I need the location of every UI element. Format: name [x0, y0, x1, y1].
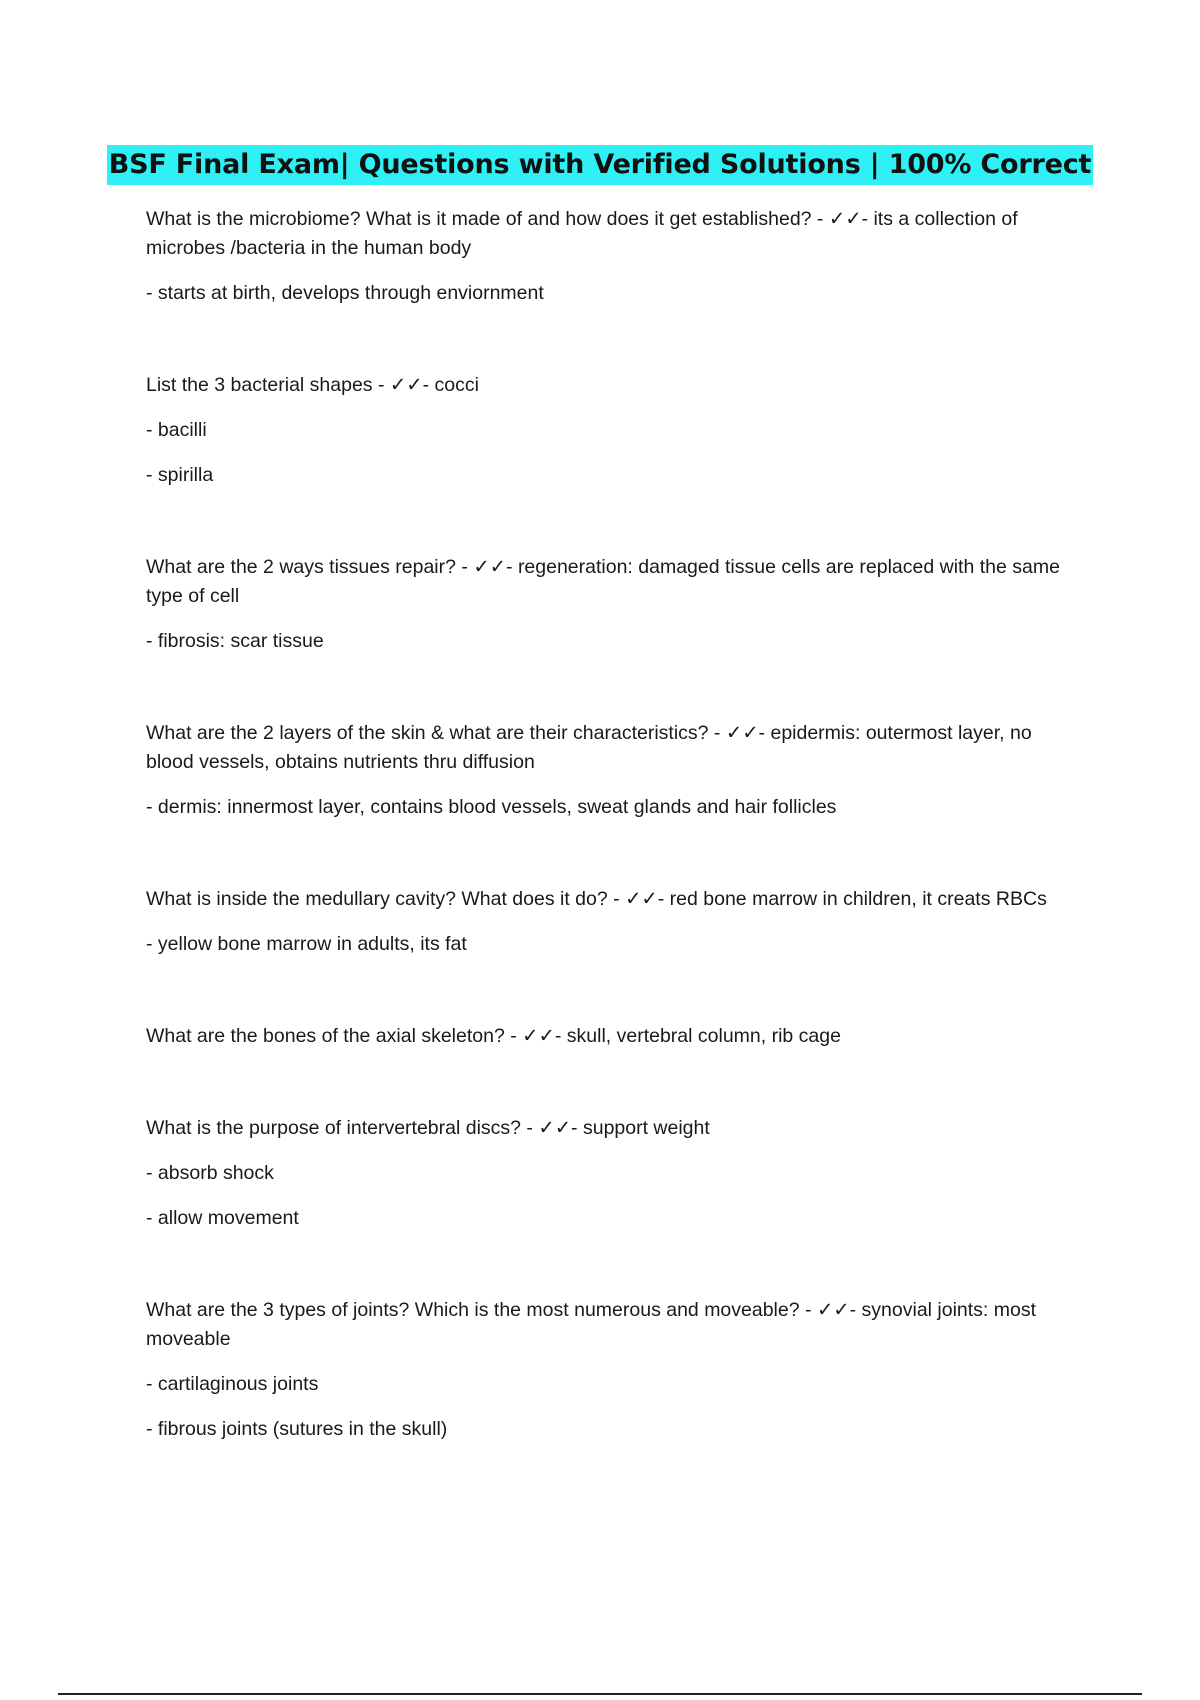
check-marks: ✓✓: [538, 1116, 572, 1139]
qa-line: What are the 2 ways tissues repair? - ✓✓- regeneration: damaged tissue cells are replaced with the same type of cell: [146, 555, 1060, 607]
check-marks: ✓✓: [625, 887, 658, 910]
question-text: What are the 2 ways tissues repair?: [146, 556, 456, 578]
question-text: What are the 3 types of joints? Which is the most numerous and moveable?: [146, 1299, 800, 1321]
question-text: What are the 2 layers of the skin & what are their characteristics?: [146, 722, 709, 744]
question-text: What are the bones of the axial skeleton?: [146, 1025, 505, 1047]
question-text: What is the purpose of intervertebral discs?: [146, 1117, 522, 1139]
answer-text: red bone marrow in children, it creats RBCs: [669, 888, 1047, 910]
qa-item: [146, 884, 1062, 959]
qa-item: [146, 204, 1062, 308]
answer-line: - bacilli: [146, 419, 207, 441]
answer-line: - fibrous joints (sutures in the skull): [146, 1418, 448, 1440]
qa-line: What is inside the medullary cavity? What does it do? - ✓✓- red bone marrow in children, it creats RBCs: [146, 887, 1047, 910]
answer-text: support weight: [582, 1117, 710, 1139]
qa-line: What is the microbiome? What is it made of and how does it get established? - ✓✓- its a collection of microbes /bacteria in the human body: [146, 207, 1018, 259]
answer-text: regeneration: damaged tissue cells are replaced with the same type of cell: [146, 556, 1060, 607]
answer-line: - fibrosis: scar tissue: [146, 630, 324, 652]
qa-line: What are the 2 layers of the skin & what are their characteristics? - ✓✓- epidermis: outermost layer, no blood vessels, obtains nutrients thru diffusion: [146, 721, 1032, 773]
qa-list: [146, 204, 1062, 1506]
answer-text: its a collection of microbes /bacteria in the human body: [146, 208, 1018, 259]
answer-line: - spirilla: [146, 464, 214, 486]
qa-item: [146, 718, 1062, 822]
qa-item: [146, 1295, 1062, 1444]
question-text: What is the microbiome? What is it made of and how does it get established?: [146, 208, 812, 230]
answer-text: epidermis: outermost layer, no blood vessels, obtains nutrients thru diffusion: [146, 722, 1032, 773]
qa-line: What is the purpose of intervertebral discs? - ✓✓- support weight: [146, 1116, 710, 1139]
qa-line: What are the 3 types of joints? Which is the most numerous and moveable? - ✓✓- synovial joints: most moveable: [146, 1298, 1037, 1350]
answer-line: - cartilaginous joints: [146, 1373, 319, 1395]
check-marks: ✓✓: [725, 721, 759, 744]
footer-divider: [58, 1693, 1142, 1695]
question-text: What is inside the medullary cavity? What does it do?: [146, 888, 608, 910]
document-title: BSF Final Exam| Questions with Verified Solutions | 100% Correct: [107, 145, 1094, 185]
qa-item: [146, 552, 1062, 656]
check-marks: ✓✓: [816, 1298, 850, 1321]
qa-item: [146, 1113, 1062, 1233]
answer-line: - allow movement: [146, 1207, 299, 1229]
answer-line: - dermis: innermost layer, contains blood vessels, sweat glands and hair follicles: [146, 796, 837, 818]
answer-line: - absorb shock: [146, 1162, 274, 1184]
title-wrap: [0, 145, 1200, 185]
answer-text: cocci: [434, 374, 479, 396]
check-marks: ✓✓: [522, 1024, 555, 1047]
answer-text: skull, vertebral column, rib cage: [566, 1025, 841, 1047]
qa-item: [146, 370, 1062, 490]
answer-line: - starts at birth, develops through enviornment: [146, 282, 544, 304]
qa-line: What are the bones of the axial skeleton? - ✓✓- skull, vertebral column, rib cage: [146, 1024, 841, 1047]
answer-line: - yellow bone marrow in adults, its fat: [146, 933, 467, 955]
check-marks: ✓✓: [828, 207, 862, 230]
answer-text: synovial joints: most moveable: [146, 1299, 1037, 1350]
question-text: List the 3 bacterial shapes: [146, 374, 373, 396]
qa-line: List the 3 bacterial shapes - ✓✓- cocci: [146, 373, 479, 396]
check-marks: ✓✓: [389, 373, 423, 396]
check-marks: ✓✓: [473, 555, 507, 578]
qa-item: [146, 1021, 1062, 1051]
